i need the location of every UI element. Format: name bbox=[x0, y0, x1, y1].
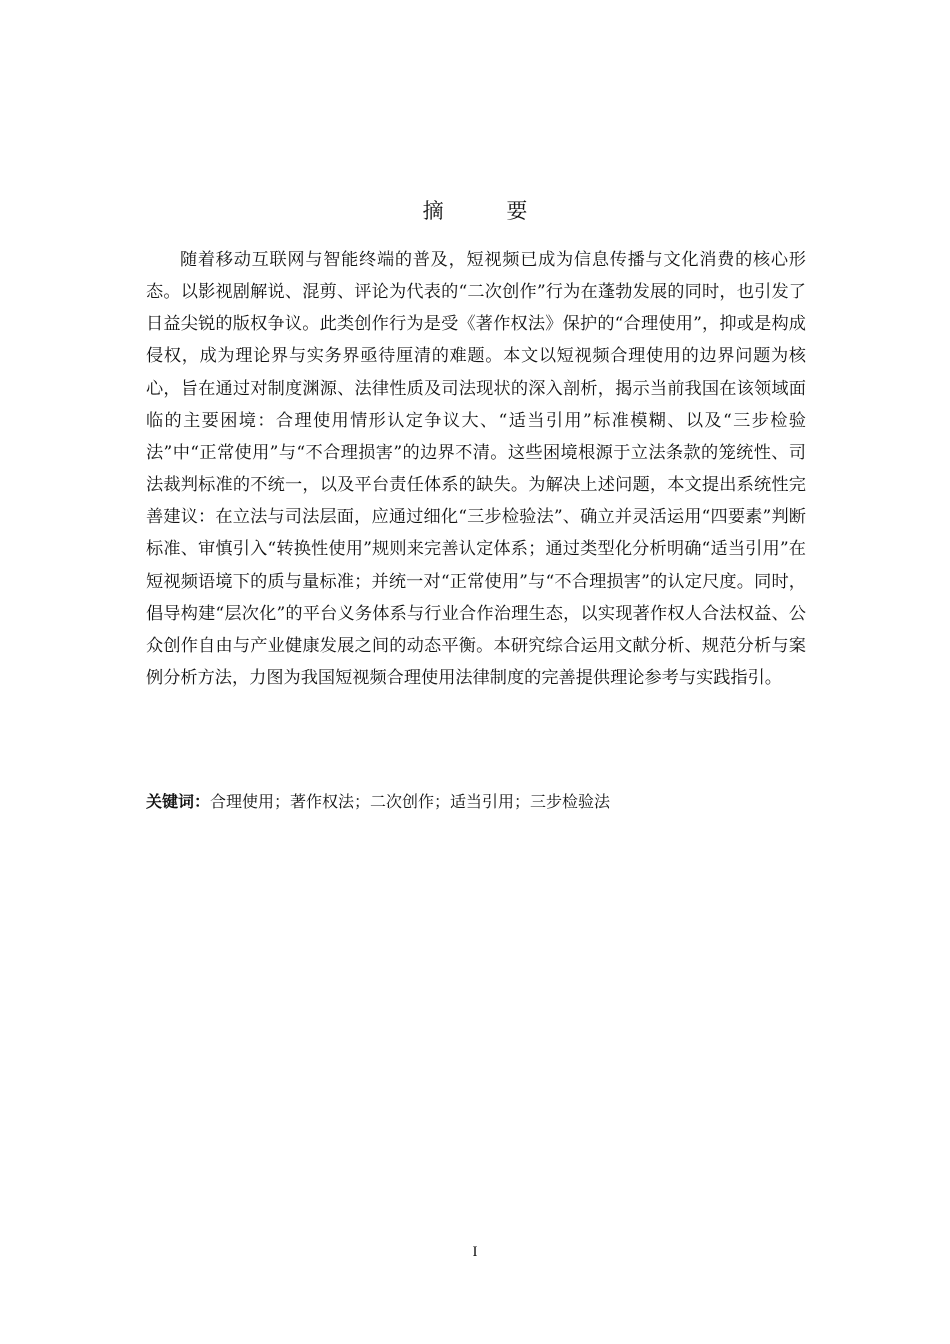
abstract-body: 随着移动互联网与智能终端的普及，短视频已成为信息传播与文化消费的核心形态。以影视剧解说、混剪、评论为代表的“二次创作”行为在蓬勃发展的同时，也引发了日益尖锐的版权争议。此类创作行为是受《著作权法》保护的“合理使用”，抑或是构成侵权，成为理论界与实务界亟待厘清的难题。本文以短视频合理使用的边界问题为核心，旨在通过对制度渊源、法律性质及司法现状的深入剖析，揭示当前我国在该领域面临的主要困境：合理使用情形认定争议大、“适当引用”标准模糊、以及“三步检验法”中“正常使用”与“不合理损害”的边界不清。这些困境根源于立法条款的笼统性、司法裁判标准的不统一，以及平台责任体系的缺失。为解决上述问题，本文提出系统性完善建议：在立法与司法层面，应通过细化“三步检验法”、确立并灵活运用“四要素”判断标准、审慎引入“转换性使用”规则来完善认定体系；通过类型化分析明确“适当引用”在短视频语境下的质与量标准；并统一对“正常使用”与“不合理损害”的认定尺度。同时，倡导构建“层次化”的平台义务体系与行业合作治理生态，以实现著作权人合法权益、公众创作自由与产业健康发展之间的动态平衡。本研究综合运用文献分析、规范分析与案例分析方法，力图为我国短视频合理使用法律制度的完善提供理论参考与实践指引。 bbox=[146, 250, 806, 689]
keywords-label: 关键词： bbox=[146, 792, 211, 811]
keywords-list: 合理使用；著作权法；二次创作；适当引用；三步检验法 bbox=[210, 792, 611, 811]
abstract-title: 摘 要 bbox=[422, 199, 556, 224]
keywords-line bbox=[146, 788, 806, 816]
page-number: I bbox=[472, 1244, 478, 1260]
